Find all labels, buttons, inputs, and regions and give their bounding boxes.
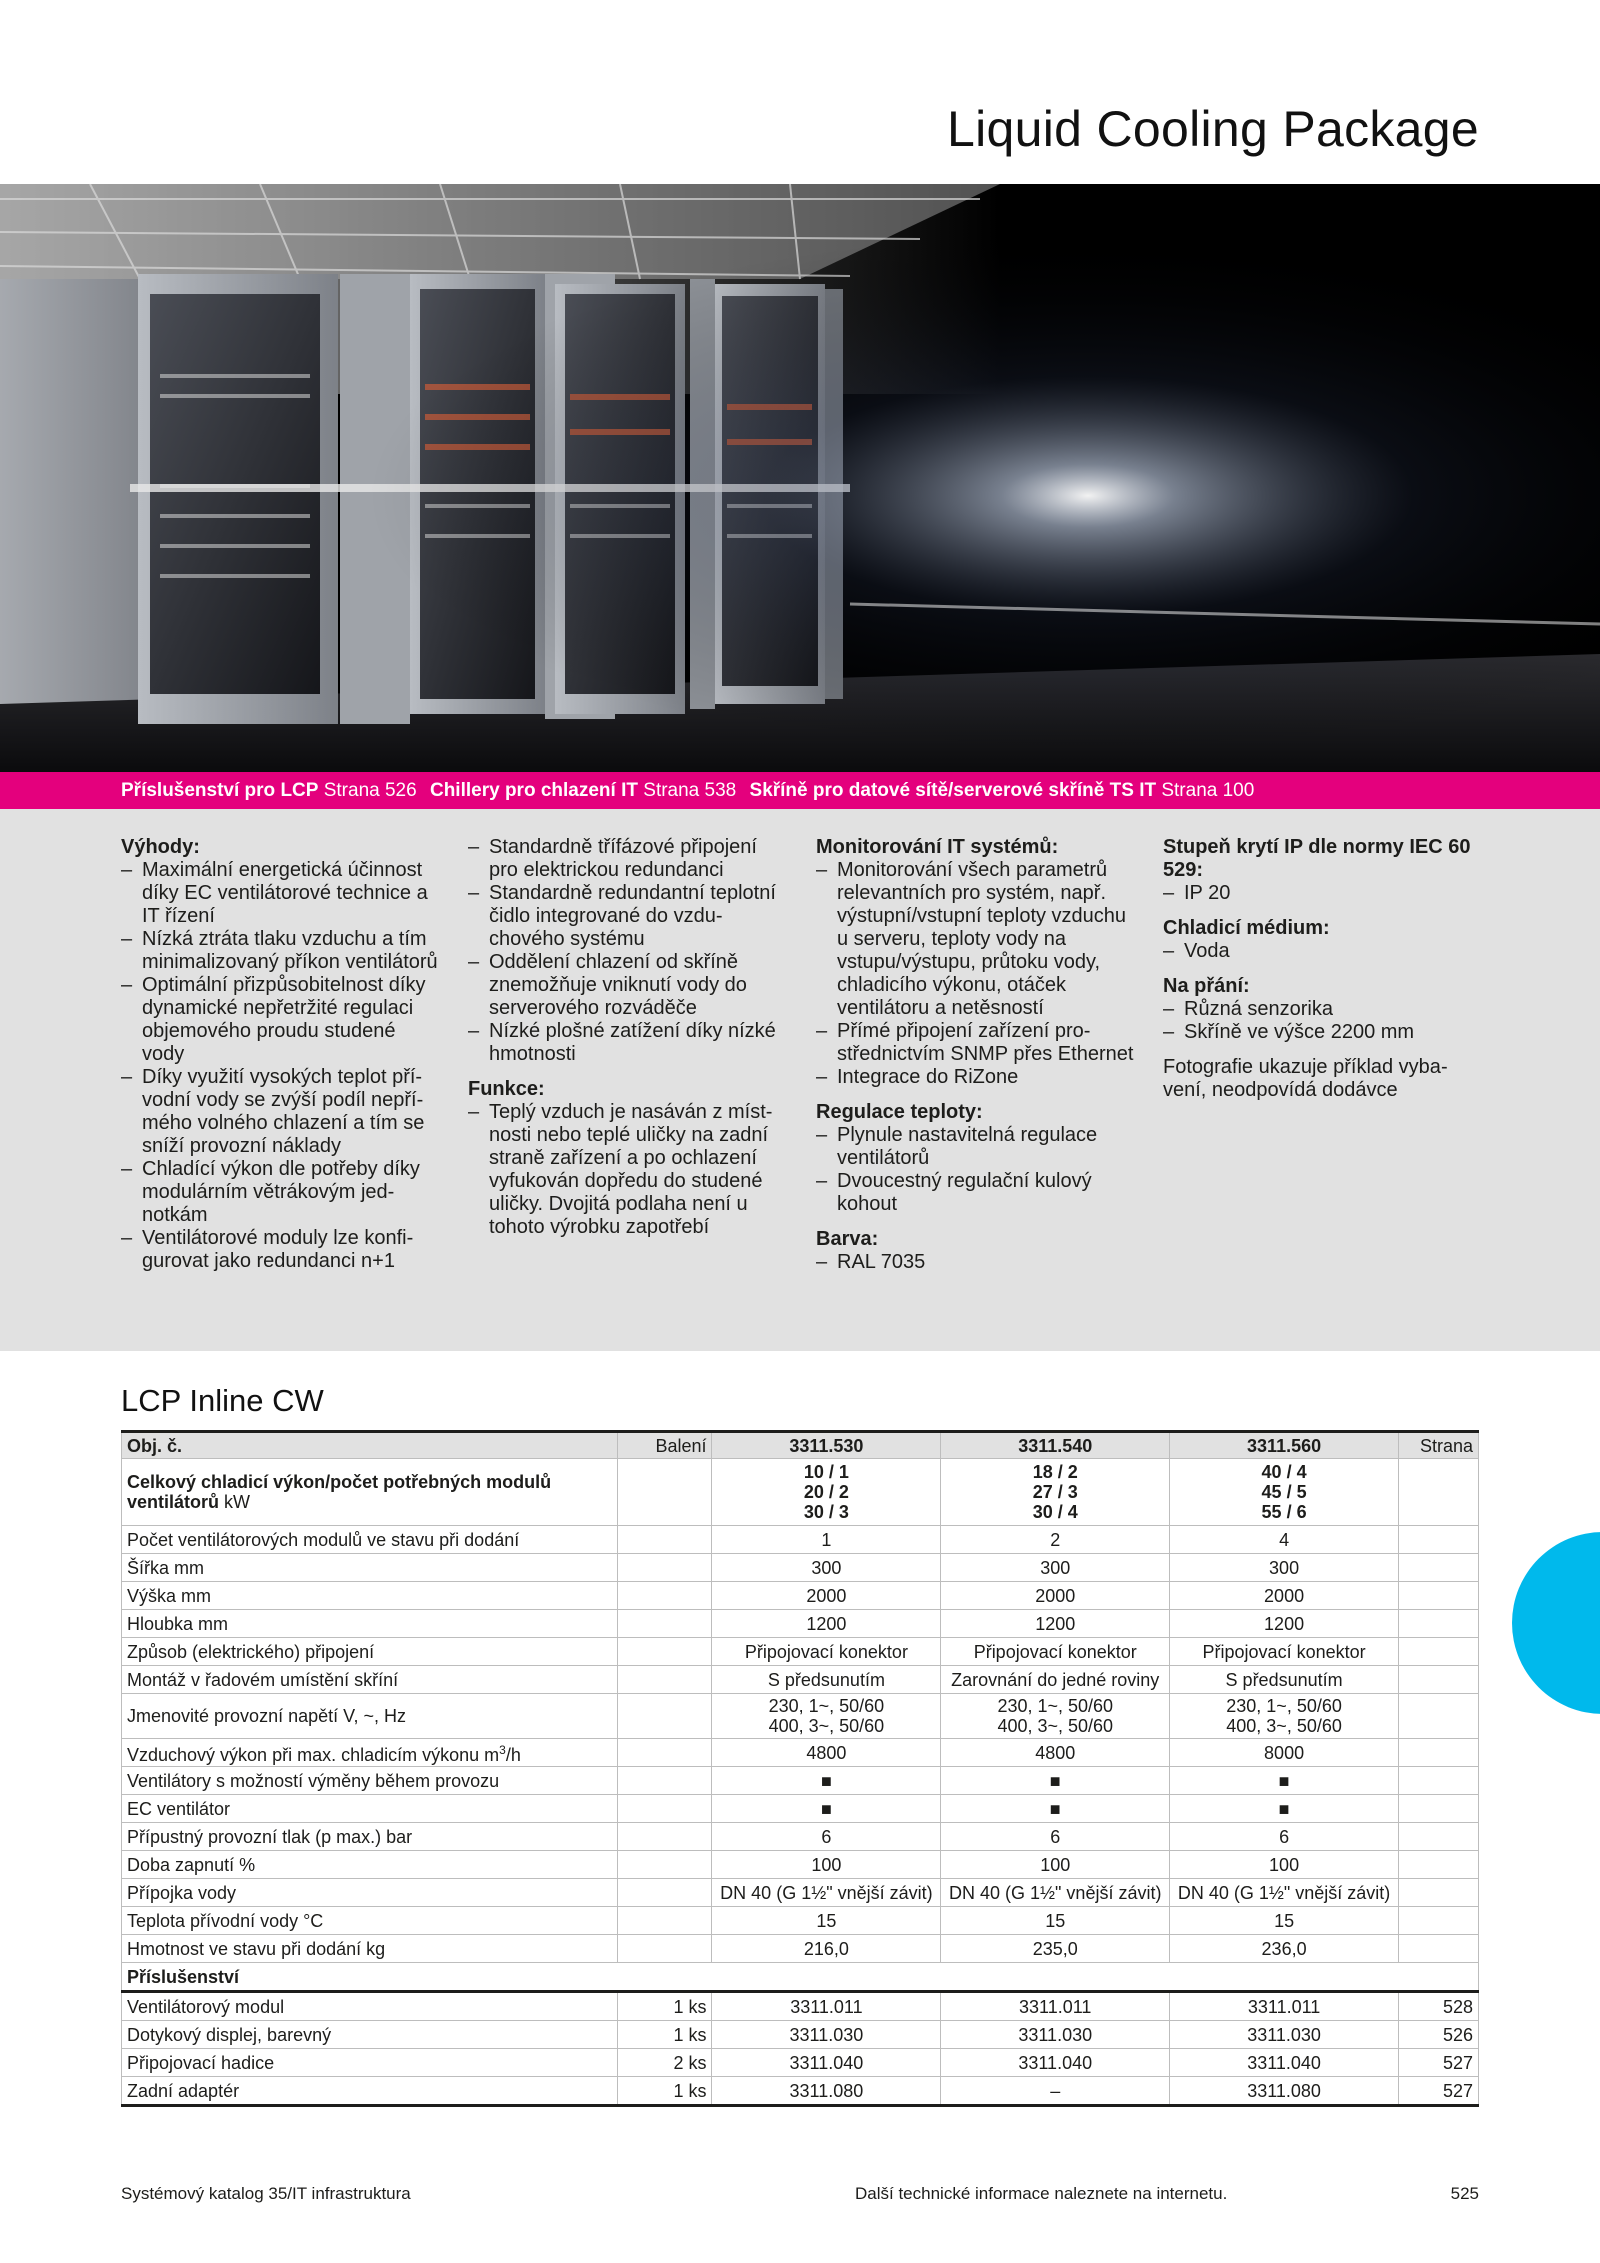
heading-coolant: Chladicí médium:: [1163, 917, 1330, 939]
table-cell: 6: [712, 1823, 941, 1851]
table-cell: 4800: [712, 1739, 941, 1767]
benefits-list-cont: [468, 836, 788, 1066]
table-row: [122, 2021, 1479, 2049]
empty-cell: [1399, 1851, 1479, 1879]
empty-cell: [617, 1459, 712, 1526]
row-label: Výška mm: [122, 1582, 618, 1610]
related-link-accessories[interactable]: Příslušenství pro LCP: [121, 780, 319, 801]
checkmark-square: ■: [1170, 1767, 1399, 1795]
table-cell: 100: [1170, 1851, 1399, 1879]
table-cell: 100: [941, 1851, 1170, 1879]
heading-function: Funkce:: [468, 1078, 545, 1100]
empty-cell: [1399, 1638, 1479, 1666]
row-label: Přípojka vody: [122, 1879, 618, 1907]
list-item: – Dvoucestný regulační kulový kohout: [816, 1170, 1136, 1216]
empty-cell: [1399, 1694, 1479, 1739]
row-label: Připojovací hadice: [122, 2049, 618, 2077]
col-header-model: 3311.530: [712, 1432, 941, 1459]
empty-cell: [617, 1638, 712, 1666]
empty-cell: [1399, 1526, 1479, 1554]
table-row: [122, 2049, 1479, 2077]
table-cell: 1200: [712, 1610, 941, 1638]
empty-cell: [1399, 1739, 1479, 1767]
empty-cell: [617, 1795, 712, 1823]
page-ref[interactable]: 527: [1399, 2077, 1479, 2106]
table-cell: 2000: [1170, 1582, 1399, 1610]
table-cell: 1 ks: [617, 2077, 712, 2106]
table-row: [122, 1767, 1479, 1795]
features-col-benefits: [121, 836, 441, 1285]
table-cell: 1200: [1170, 1610, 1399, 1638]
table-cell: Připojovací konektor: [712, 1638, 941, 1666]
table-cell: 3311.011: [712, 1992, 941, 2021]
features-col-protection: [1163, 836, 1483, 1102]
related-products-bar: [0, 772, 1600, 809]
table-cell: 4800: [941, 1739, 1170, 1767]
table-cell: 3311.011: [1170, 1992, 1399, 2021]
page-ref[interactable]: 527: [1399, 2049, 1479, 2077]
table-cell: 6: [1170, 1823, 1399, 1851]
table-cell: 1 ks: [617, 1992, 712, 2021]
table-cell: 2000: [941, 1582, 1170, 1610]
product-photo: [0, 184, 1600, 772]
accessories-heading: Příslušenství: [122, 1963, 1479, 1992]
col-header-model: 3311.540: [941, 1432, 1170, 1459]
features-col-monitoring: [816, 836, 1136, 1286]
list-item: – Integrace do RiZone: [816, 1066, 1136, 1089]
list-item: – Standardně třífázové připojení pro elektrickou redundanci: [468, 836, 788, 882]
empty-cell: [617, 1935, 712, 1963]
table-cell: 100: [712, 1851, 941, 1879]
related-link-racks[interactable]: Skříně pro datové sítě/serverové skříně TS IT: [749, 780, 1157, 801]
empty-cell: [617, 1823, 712, 1851]
table-cell: 1200: [941, 1610, 1170, 1638]
list-item: – Nízké plošné zatížení díky nízké hmotnosti: [468, 1020, 788, 1066]
ip-list: [1163, 882, 1483, 905]
empty-cell: [1399, 1666, 1479, 1694]
list-item: – RAL 7035: [816, 1251, 1136, 1274]
empty-cell: [617, 1582, 712, 1610]
list-item: – Ventilátorové moduly lze konfigurovat jako redundanci n+1: [121, 1227, 441, 1273]
row-label: Přípustný provozní tlak (p max.) bar: [122, 1823, 618, 1851]
table-cell: 3311.040: [1170, 2049, 1399, 2077]
table-row: [122, 1666, 1479, 1694]
table-row: [122, 1526, 1479, 1554]
empty-cell: [1399, 1823, 1479, 1851]
table-cell: Připojovací konektor: [1170, 1638, 1399, 1666]
table-title: LCP Inline CW: [121, 1383, 324, 1418]
table-cell: 3311.030: [941, 2021, 1170, 2049]
table-cell: DN 40 (G 1½" vnější závit): [712, 1879, 941, 1907]
table-row: [122, 2077, 1479, 2106]
heading-benefits: Výhody:: [121, 836, 200, 858]
table-cell: 3311.030: [1170, 2021, 1399, 2049]
row-label: Celkový chladicí výkon/počet potřebných modulů ventilátorů kW: [122, 1459, 618, 1526]
related-link-chillers[interactable]: Chillery pro chlazení IT: [429, 780, 638, 801]
table-cell: DN 40 (G 1½" vnější závit): [1170, 1879, 1399, 1907]
row-label: Doba zapnutí %: [122, 1851, 618, 1879]
empty-cell: [617, 1694, 712, 1739]
table-row: [122, 1739, 1479, 1767]
table-cell: 2000: [712, 1582, 941, 1610]
photo-note: Fotografie ukazuje příklad vybavení, neodpovídá dodávce: [1163, 1056, 1448, 1101]
row-label: Zadní adaptér: [122, 2077, 618, 2106]
function-list: [468, 1101, 788, 1239]
empty-cell: [1399, 1907, 1479, 1935]
table-cell: 230, 1~, 50/60 400, 3~, 50/60: [712, 1694, 941, 1739]
empty-cell: [617, 1879, 712, 1907]
table-cell: 40 / 4 45 / 5 55 / 6: [1170, 1459, 1399, 1526]
table-cell: 300: [941, 1554, 1170, 1582]
spec-table: [121, 1430, 1479, 2107]
table-cell: 300: [1170, 1554, 1399, 1582]
table-row: [122, 1554, 1479, 1582]
benefits-list: [121, 859, 441, 1273]
page-ref[interactable]: 528: [1399, 1992, 1479, 2021]
table-row: [122, 1935, 1479, 1963]
row-label: Dotykový displej, barevný: [122, 2021, 618, 2049]
table-cell: 18 / 2 27 / 3 30 / 4: [941, 1459, 1170, 1526]
empty-cell: [617, 1907, 712, 1935]
table-cell: 4: [1170, 1526, 1399, 1554]
row-label: Vzduchový výkon při max. chladicím výkonu $m^3/h$: [122, 1739, 618, 1767]
list-item: – Teplý vzduch je nasáván z místnosti nebo teplé uličky na zadní straně zařízení a po ochlazení vyfukován dopředu do studené uličky. Dvojitá podlaha není u tohoto výrobku zapotřebí: [468, 1101, 788, 1239]
empty-cell: [1399, 1795, 1479, 1823]
table-row: [122, 1879, 1479, 1907]
table-cell: 235,0: [941, 1935, 1170, 1963]
table-row: [122, 1582, 1479, 1610]
col-header-model: 3311.560: [1170, 1432, 1399, 1459]
table-cell: 2 ks: [617, 2049, 712, 2077]
list-item: – Chladící výkon dle potřeby díky modulárním větrákovým jednotkám: [121, 1158, 441, 1227]
footer-info: Další technické informace naleznete na internetu.: [855, 2184, 1228, 2203]
table-row: [122, 1795, 1479, 1823]
table-cell: 15: [941, 1907, 1170, 1935]
row-label: EC ventilátor: [122, 1795, 618, 1823]
heading-ip-rating: Stupeň krytí IP dle normy IEC 60 529:: [1163, 836, 1471, 881]
heading-temperature-control: Regulace teploty:: [816, 1101, 983, 1123]
options-list: [1163, 998, 1483, 1044]
list-item: – Přímé připojení zařízení prostřednictvím SNMP přes Ethernet: [816, 1020, 1136, 1066]
heading-color: Barva:: [816, 1228, 879, 1250]
list-item: – Různá senzorika: [1163, 998, 1483, 1021]
features-col-benefits-cont: [468, 836, 788, 1251]
empty-cell: [1399, 1554, 1479, 1582]
empty-cell: [617, 1526, 712, 1554]
table-row: [122, 1992, 1479, 2021]
table-cell: 10 / 1 20 / 2 30 / 3: [712, 1459, 941, 1526]
checkmark-square: ■: [941, 1795, 1170, 1823]
table-cell: 236,0: [1170, 1935, 1399, 1963]
related-page: Strana 538: [643, 780, 737, 801]
empty-cell: [617, 1739, 712, 1767]
table-cell: Připojovací konektor: [941, 1638, 1170, 1666]
col-header-part-no: Obj. č.: [122, 1432, 618, 1459]
table-cell: 230, 1~, 50/60 400, 3~, 50/60: [941, 1694, 1170, 1739]
table-row: [122, 1823, 1479, 1851]
list-item: – Maximální energetická účinnost díky EC ventilátorové technice a IT řízení: [121, 859, 441, 928]
checkmark-square: ■: [941, 1767, 1170, 1795]
empty-cell: [1399, 1879, 1479, 1907]
empty-cell: [1399, 1582, 1479, 1610]
table-cell: S předsunutím: [712, 1666, 941, 1694]
table-cell: 1 ks: [617, 2021, 712, 2049]
page-ref[interactable]: 526: [1399, 2021, 1479, 2049]
empty-cell: [617, 1666, 712, 1694]
table-cell: 3311.040: [712, 2049, 941, 2077]
table-cell: 15: [1170, 1907, 1399, 1935]
page-title: Liquid Cooling Package: [947, 101, 1479, 157]
table-cell: 216,0: [712, 1935, 941, 1963]
list-item: – Díky využití vysokých teplot přívodní vody se zvýší podíl nepřímého volného chlazení a tím se sníží provozní náklady: [121, 1066, 441, 1158]
section-tab-marker: [1512, 1532, 1600, 1714]
row-label: Hmotnost ve stavu při dodání kg: [122, 1935, 618, 1963]
coolant-list: [1163, 940, 1483, 963]
empty-cell: [1399, 1767, 1479, 1795]
list-item: – Standardně redundantní teplotní čidlo integrované do vzduchového systému: [468, 882, 788, 951]
empty-cell: [617, 1767, 712, 1795]
list-item: – Plynule nastavitelná regulace ventilátorů: [816, 1124, 1136, 1170]
list-item: – Skříně ve výšce 2200 mm: [1163, 1021, 1483, 1044]
table-cell: 3311.080: [1170, 2077, 1399, 2106]
checkmark-square: ■: [1170, 1795, 1399, 1823]
color-list: [816, 1251, 1136, 1274]
accessories-header-row: [122, 1963, 1479, 1992]
table-cell: 3311.040: [941, 2049, 1170, 2077]
temperature-list: [816, 1124, 1136, 1216]
row-label: Počet ventilátorových modulů ve stavu při dodání: [122, 1526, 618, 1554]
server-racks-image: [0, 184, 1600, 772]
heading-options: Na přání:: [1163, 975, 1250, 997]
list-item: – Monitorování všech parametrů relevantních pro systém, např. výstupní/vstupní teploty vzduchu u serveru, teploty vody na vstupu/výstupu, průtoku vody, chladicího výkonu, otáček ventilátoru a netěsností: [816, 859, 1136, 1020]
monitoring-list: [816, 859, 1136, 1089]
page-number: 525: [1450, 2184, 1479, 2203]
table-row: [122, 1638, 1479, 1666]
table-cell: S předsunutím: [1170, 1666, 1399, 1694]
row-label: Šířka mm: [122, 1554, 618, 1582]
related-page: Strana 100: [1161, 780, 1255, 801]
checkmark-square: ■: [712, 1767, 941, 1795]
heading-monitoring: Monitorování IT systémů:: [816, 836, 1059, 858]
related-page: Strana 526: [323, 780, 417, 801]
col-header-page: Strana: [1399, 1432, 1479, 1459]
table-cell: DN 40 (G 1½" vnější závit): [941, 1879, 1170, 1907]
table-cell: 3311.030: [712, 2021, 941, 2049]
table-cell: 3311.080: [712, 2077, 941, 2106]
row-label: Ventilátorový modul: [122, 1992, 618, 2021]
table-cell: 300: [712, 1554, 941, 1582]
row-label: Montáž v řadovém umístění skříní: [122, 1666, 618, 1694]
list-item: – Optimální přizpůsobitelnost díky dynamické nepřetržité regulaci objemového proudu studené vody: [121, 974, 441, 1066]
empty-cell: [617, 1610, 712, 1638]
footer-catalog: Systémový katalog 35/IT infrastruktura: [121, 2184, 411, 2203]
list-item: – Voda: [1163, 940, 1483, 963]
table-row: [122, 1851, 1479, 1879]
row-label: Teplota přívodní vody °C: [122, 1907, 618, 1935]
list-item: – IP 20: [1163, 882, 1483, 905]
table-header-row: [122, 1432, 1479, 1459]
col-header-pack: Balení: [617, 1432, 712, 1459]
empty-cell: [617, 1554, 712, 1582]
table-cell: –: [941, 2077, 1170, 2106]
table-cell: Zarovnání do jedné roviny: [941, 1666, 1170, 1694]
table-cell: 1: [712, 1526, 941, 1554]
row-label: Ventilátory s možností výměny během provozu: [122, 1767, 618, 1795]
checkmark-square: ■: [712, 1795, 941, 1823]
row-label: Hloubka mm: [122, 1610, 618, 1638]
table-row: [122, 1694, 1479, 1739]
table-cell: 230, 1~, 50/60 400, 3~, 50/60: [1170, 1694, 1399, 1739]
table-cell: 8000: [1170, 1739, 1399, 1767]
row-label: Způsob (elektrického) připojení: [122, 1638, 618, 1666]
table-row: [122, 1907, 1479, 1935]
empty-cell: [1399, 1459, 1479, 1526]
row-label: Jmenovité provozní napětí V, ~, Hz: [122, 1694, 618, 1739]
table-cell: 6: [941, 1823, 1170, 1851]
table-row: [122, 1610, 1479, 1638]
table-cell: 15: [712, 1907, 941, 1935]
list-item: – Oddělení chlazení od skříně znemožňuje vniknutí vody do serverového rozváděče: [468, 951, 788, 1020]
list-item: – Nízká ztráta tlaku vzduchu a tím minimalizovaný příkon ventilátorů: [121, 928, 441, 974]
empty-cell: [1399, 1935, 1479, 1963]
table-row: [122, 1459, 1479, 1526]
empty-cell: [617, 1851, 712, 1879]
empty-cell: [1399, 1610, 1479, 1638]
table-cell: 3311.011: [941, 1992, 1170, 2021]
table-cell: 2: [941, 1526, 1170, 1554]
